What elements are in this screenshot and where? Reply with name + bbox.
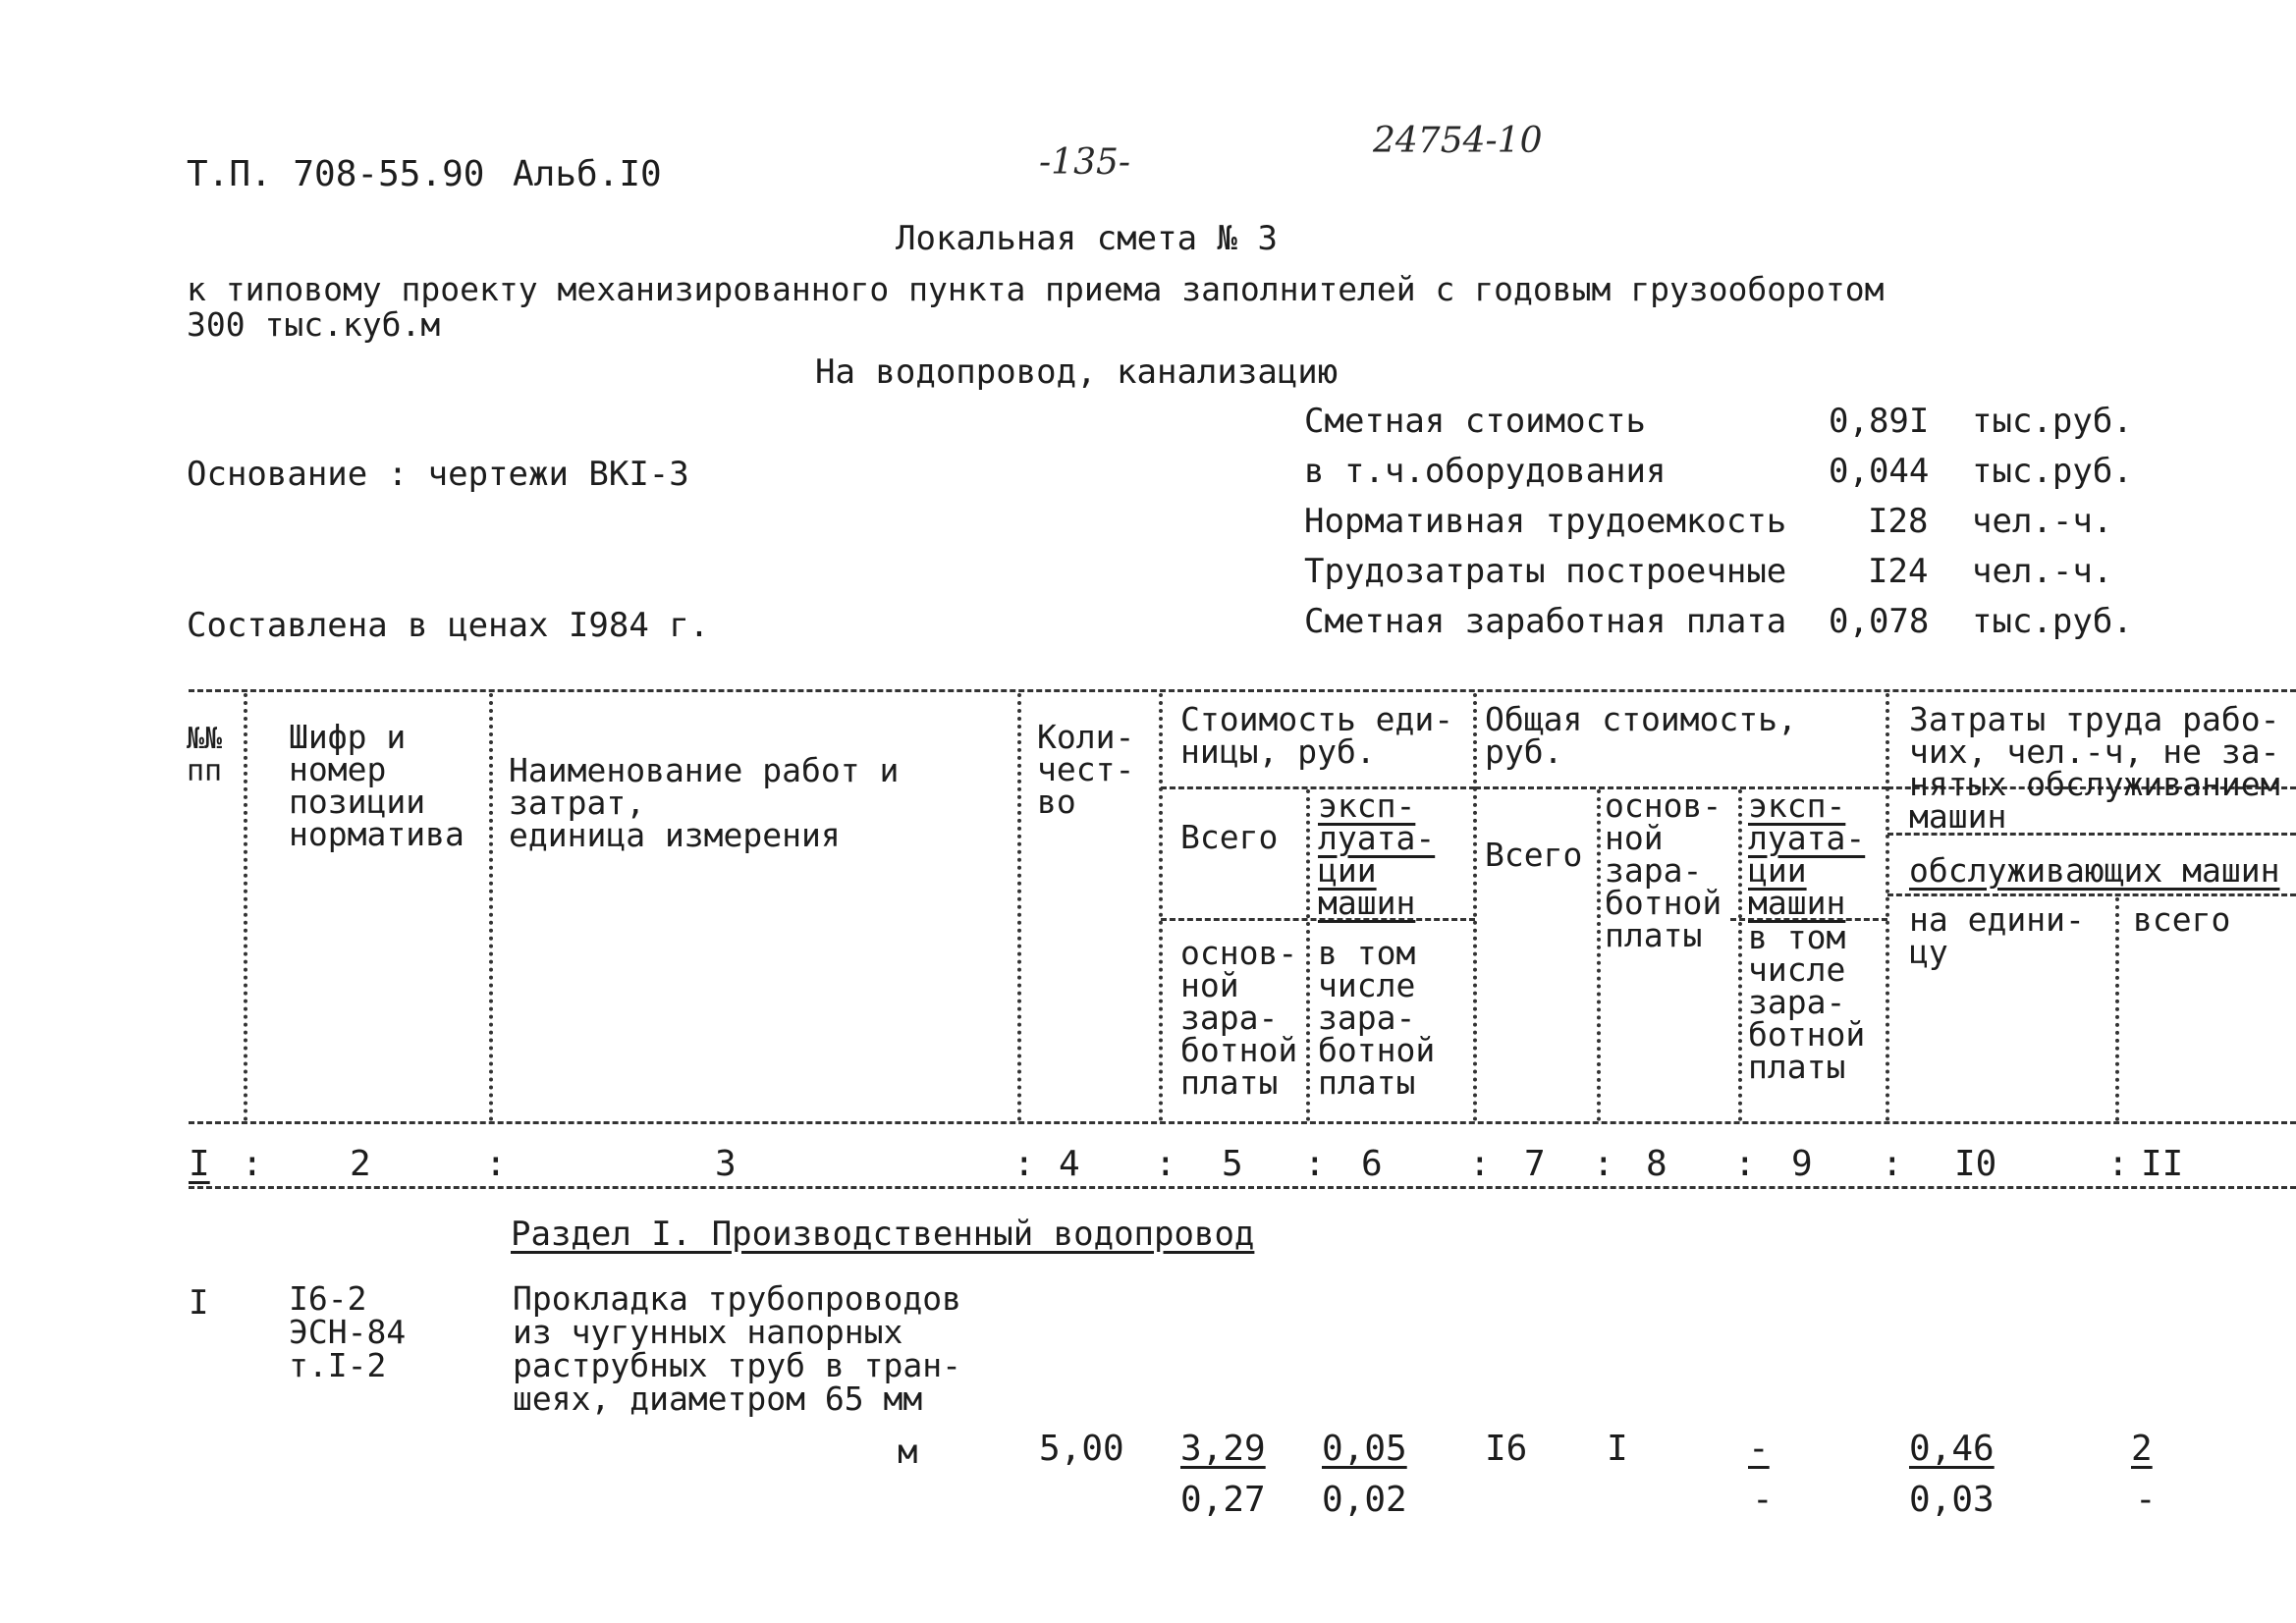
- row-labor-total-2: -: [2135, 1480, 2157, 1520]
- column-number: 5: [1222, 1144, 1243, 1184]
- document-subtitle: к типовому проекту механизированного пункта приема заполнителей с годовым грузооборотом: [187, 270, 1885, 308]
- row-name: Прокладка трубопроводов из чугунных напорных раструбных труб в тран- шеях, диаметром 65 мм: [513, 1279, 961, 1418]
- col-sep: [1473, 693, 1477, 1121]
- col-header-base-salary: основ- ной зара- ботной платы: [1605, 786, 1722, 954]
- col-header-unit-cost: Стоимость еди- ницы, руб.: [1180, 700, 1454, 771]
- column-sep-colon: :: [1882, 1144, 1903, 1184]
- column-number: 9: [1791, 1144, 1813, 1184]
- col-header-code: Шифр и номер позиции норматива: [289, 718, 465, 853]
- section-title: Раздел I. Производственный водопровод: [511, 1215, 1255, 1254]
- column-sep-colon: :: [2107, 1144, 2129, 1184]
- column-number: I: [189, 1144, 210, 1184]
- col-header-unit-machines-salary: в том числе зара- ботной платы: [1318, 934, 1436, 1102]
- table-header-bottom-rule: [189, 1121, 2296, 1124]
- col-header-labor-per-unit: на едини- цу: [1909, 900, 2085, 971]
- row-unit: м: [898, 1433, 918, 1472]
- row-unit-total: 3,29: [1180, 1429, 1266, 1469]
- column-number: 4: [1059, 1144, 1080, 1184]
- summary-value: 0,89I: [1829, 402, 1930, 441]
- row-machines: -: [1748, 1429, 1770, 1469]
- row-labor-unit-2: 0,03: [1909, 1480, 1995, 1520]
- summary-unit: тыс.руб.: [1972, 402, 2133, 441]
- column-numbers-rule: [189, 1186, 2296, 1189]
- summary-unit: тыс.руб.: [1972, 602, 2133, 641]
- col-sep: [1738, 789, 1742, 1121]
- basis-line: Основание : чертежи ВКI-3: [187, 455, 689, 494]
- handwritten-number: 24754-10: [1373, 121, 1543, 161]
- col-sep: [489, 693, 493, 1121]
- column-number: 2: [350, 1144, 371, 1184]
- column-sep-colon: :: [1304, 1144, 1326, 1184]
- document-title: Локальная смета № 3: [896, 219, 1278, 258]
- row-unit-base-salary: 0,27: [1180, 1480, 1266, 1520]
- doc-code: Т.П. 708-55.90: [187, 154, 485, 194]
- col-header-unit-machines: эксп- луата- ции машин: [1318, 786, 1436, 922]
- column-number: II: [2141, 1144, 2184, 1184]
- document-subtitle-cont: 300 тыс.куб.м: [187, 305, 441, 344]
- col-header-total-cost: Общая стоимость, руб.: [1485, 700, 1797, 771]
- col-sep: [1886, 693, 1889, 1121]
- row-unit-machines: 0,05: [1322, 1429, 1407, 1469]
- column-number: 7: [1524, 1144, 1546, 1184]
- col-sep: [2115, 897, 2119, 1121]
- column-number: I0: [1954, 1144, 1997, 1184]
- row-total: I6: [1485, 1429, 1528, 1469]
- col-sep: [1017, 693, 1021, 1121]
- column-sep-colon: :: [1734, 1144, 1756, 1184]
- summary-value: 0,044: [1829, 452, 1930, 491]
- column-sep-colon: :: [1155, 1144, 1176, 1184]
- column-sep-colon: :: [1469, 1144, 1491, 1184]
- column-sep-colon: :: [485, 1144, 507, 1184]
- summary-value: I24: [1868, 552, 1929, 591]
- summary-label: Нормативная трудоемкость: [1304, 502, 1787, 541]
- row-quantity: 5,00: [1039, 1429, 1124, 1469]
- col-sep: [1159, 693, 1163, 1121]
- column-number: 8: [1646, 1144, 1667, 1184]
- summary-value: 0,078: [1829, 602, 1930, 641]
- estimate-section: На водопровод, канализацию: [815, 352, 1339, 392]
- col-header-labor: Затраты труда рабо- чих, чел.-ч, не за- нятых обслуживанием машин: [1909, 700, 2280, 836]
- row-code: I6-2 ЭСН-84 т.I-2: [289, 1279, 407, 1384]
- col-header-machines-salary: в том числе зара- ботной платы: [1748, 918, 1866, 1086]
- row-labor-total: 2: [2131, 1429, 2153, 1469]
- col-header-unit-cost-total: Всего: [1180, 818, 1279, 856]
- col-header-labor-machines: обслуживающих машин: [1909, 851, 2280, 890]
- col-header-quantity: Коли- чест- во: [1037, 718, 1135, 821]
- summary-unit: чел.-ч.: [1972, 552, 2113, 591]
- row-number: I: [189, 1283, 209, 1323]
- col-header-total-cost-total: Всего: [1485, 836, 1583, 874]
- column-sep-colon: :: [242, 1144, 263, 1184]
- summary-label: Сметная стоимость: [1304, 402, 1646, 441]
- compiled-line: Составлена в ценах I984 г.: [187, 606, 710, 645]
- table-top-rule: [189, 689, 2296, 692]
- col-header-unit-base-salary: основ- ной зара- ботной платы: [1180, 934, 1298, 1102]
- col-sep: [244, 693, 247, 1121]
- col-sep: [1306, 789, 1310, 1121]
- row-labor-unit: 0,46: [1909, 1429, 1995, 1469]
- summary-label: Сметная заработная плата: [1304, 602, 1787, 641]
- row-machines-salary: -: [1752, 1480, 1774, 1520]
- summary-value: I28: [1868, 502, 1929, 541]
- column-number: 6: [1361, 1144, 1383, 1184]
- col-header-number: №№ пп: [187, 722, 223, 788]
- album-label: Альб.I0: [513, 154, 662, 194]
- col-sep: [1597, 789, 1601, 1121]
- col-header-name: Наименование работ и затрат, единица измерения: [509, 751, 900, 854]
- column-sep-colon: :: [1013, 1144, 1035, 1184]
- summary-label: Трудозатраты построечные: [1304, 552, 1787, 591]
- summary-unit: чел.-ч.: [1972, 502, 2113, 541]
- summary-unit: тыс.руб.: [1972, 452, 2133, 491]
- page-number: -135-: [1039, 142, 1131, 183]
- labor-lowrule: [1887, 893, 2296, 896]
- column-number: 3: [715, 1144, 737, 1184]
- row-base-salary: I: [1607, 1429, 1628, 1469]
- row-unit-machines-salary: 0,02: [1322, 1480, 1407, 1520]
- summary-label: в т.ч.оборудования: [1304, 452, 1667, 491]
- col-header-machines: эксп- луата- ции машин: [1748, 786, 1866, 922]
- column-sep-colon: :: [1593, 1144, 1614, 1184]
- col-header-labor-total: всего: [2133, 900, 2231, 939]
